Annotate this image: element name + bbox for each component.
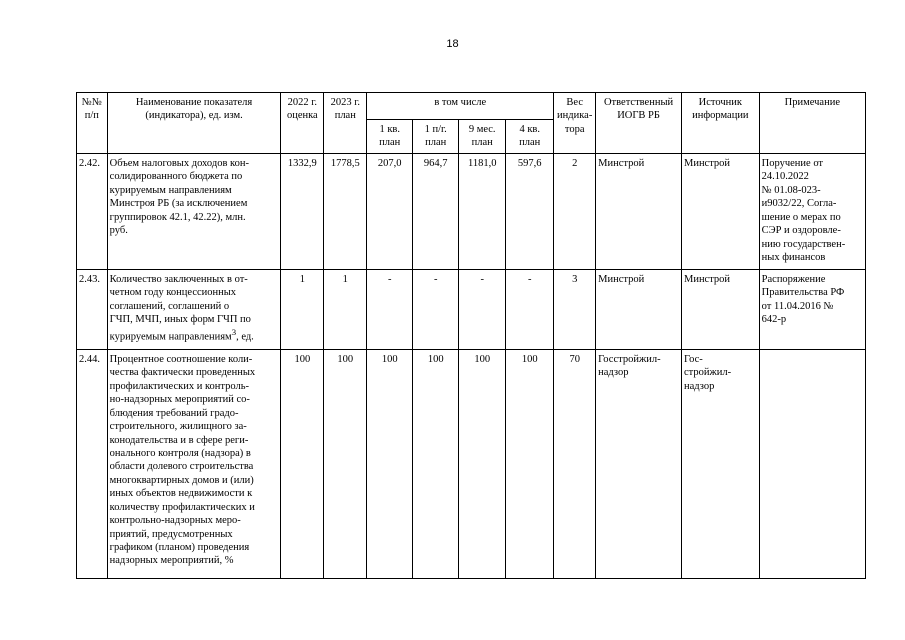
header-2023: 2023 г. план [324, 93, 367, 154]
row-2023: 1778,5 [324, 153, 367, 269]
header-9m: 9 мес. план [459, 120, 506, 154]
row-h1: 100 [413, 349, 459, 578]
row-q1: - [367, 269, 413, 349]
row-2022: 100 [281, 349, 324, 578]
header-2022: 2022 г. оценка [281, 93, 324, 154]
row-9m: - [459, 269, 506, 349]
row-name: Объем налоговых доходов кон- солидированного бюджета по курируемым направлениям Минстроя РБ (за исключением группировок 42.1, 42.22), млн. руб. [107, 153, 281, 269]
row-note: Поручение от 24.10.2022 № 01.08-023- и9032/22, Согла- шение о мерах по СЭР и оздоровле- нию государствен- ных финансов [759, 153, 865, 269]
row-2022: 1 [281, 269, 324, 349]
header-q4: 4 кв. план [506, 120, 554, 154]
row-note: Распоряжение Правительства РФ от 11.04.2016 № 642-р [759, 269, 865, 349]
row-name-tail: , ед. [236, 331, 254, 343]
row-q4: - [506, 269, 554, 349]
page-number: 18 [446, 38, 459, 50]
row-weight: 3 [554, 269, 596, 349]
row-responsible: Минстрой [596, 269, 682, 349]
header-name: Наименование показателя (индикатора), ед. изм. [107, 93, 281, 154]
header-note: Примечание [759, 93, 865, 154]
row-source: Минстрой [681, 153, 759, 269]
header-including: в том числе [367, 93, 554, 120]
row-q1: 100 [367, 349, 413, 578]
row-note [759, 349, 865, 578]
row-2022: 1332,9 [281, 153, 324, 269]
footnote-mark: 3 [231, 326, 237, 337]
row-q4: 597,6 [506, 153, 554, 269]
row-q4: 100 [506, 349, 554, 578]
row-h1: 964,7 [413, 153, 459, 269]
row-name-cell [107, 269, 281, 349]
header-q1: 1 кв. план [367, 120, 413, 154]
row-weight: 70 [554, 349, 596, 578]
row-source: Минстрой [681, 269, 759, 349]
row-name: Процентное соотношение коли- чества фактически проведенных профилактических и контроль- но-надзорных мероприятий со- блюдения требований градо- строительного, жилищного за- конодательства и в сфере реги- онального контроля (надзора) в области долевого строительства многоквартирных домов и (или) иных объектов недвижимости к количеству профилактических и контрольно-надзорных меро- приятий, предусмотренных графиком (планом) проведения надзорных мероприятий, % [107, 349, 281, 578]
row-source: Гос- стройжил- надзор [681, 349, 759, 578]
row-q1: 207,0 [367, 153, 413, 269]
table-row [77, 153, 866, 269]
header-row-top [77, 93, 866, 120]
header-weight: Вес индика- тора [554, 93, 596, 154]
row-h1: - [413, 269, 459, 349]
indicators-table [76, 92, 866, 579]
header-source: Источник информации [681, 93, 759, 154]
row-weight: 2 [554, 153, 596, 269]
row-num: 2.42. [77, 153, 108, 269]
row-responsible: Госстройжил- надзор [596, 349, 682, 578]
row-2023: 1 [324, 269, 367, 349]
table-row [77, 349, 866, 578]
row-9m: 100 [459, 349, 506, 578]
header-num: №№ п/п [77, 93, 108, 154]
row-2023: 100 [324, 349, 367, 578]
row-9m: 1181,0 [459, 153, 506, 269]
header-responsible: Ответственный ИОГВ РБ [596, 93, 682, 154]
row-num: 2.43. [77, 269, 108, 349]
header-h1: 1 п/г. план [413, 120, 459, 154]
row-responsible: Минстрой [596, 153, 682, 269]
row-num: 2.44. [77, 349, 108, 578]
table-row [77, 269, 866, 349]
row-name: Количество заключенных в от- четном году концессионных соглашений, соглашений о ГЧП, МЧП, иных форм ГЧП по курируемым направлениям [109, 273, 251, 343]
